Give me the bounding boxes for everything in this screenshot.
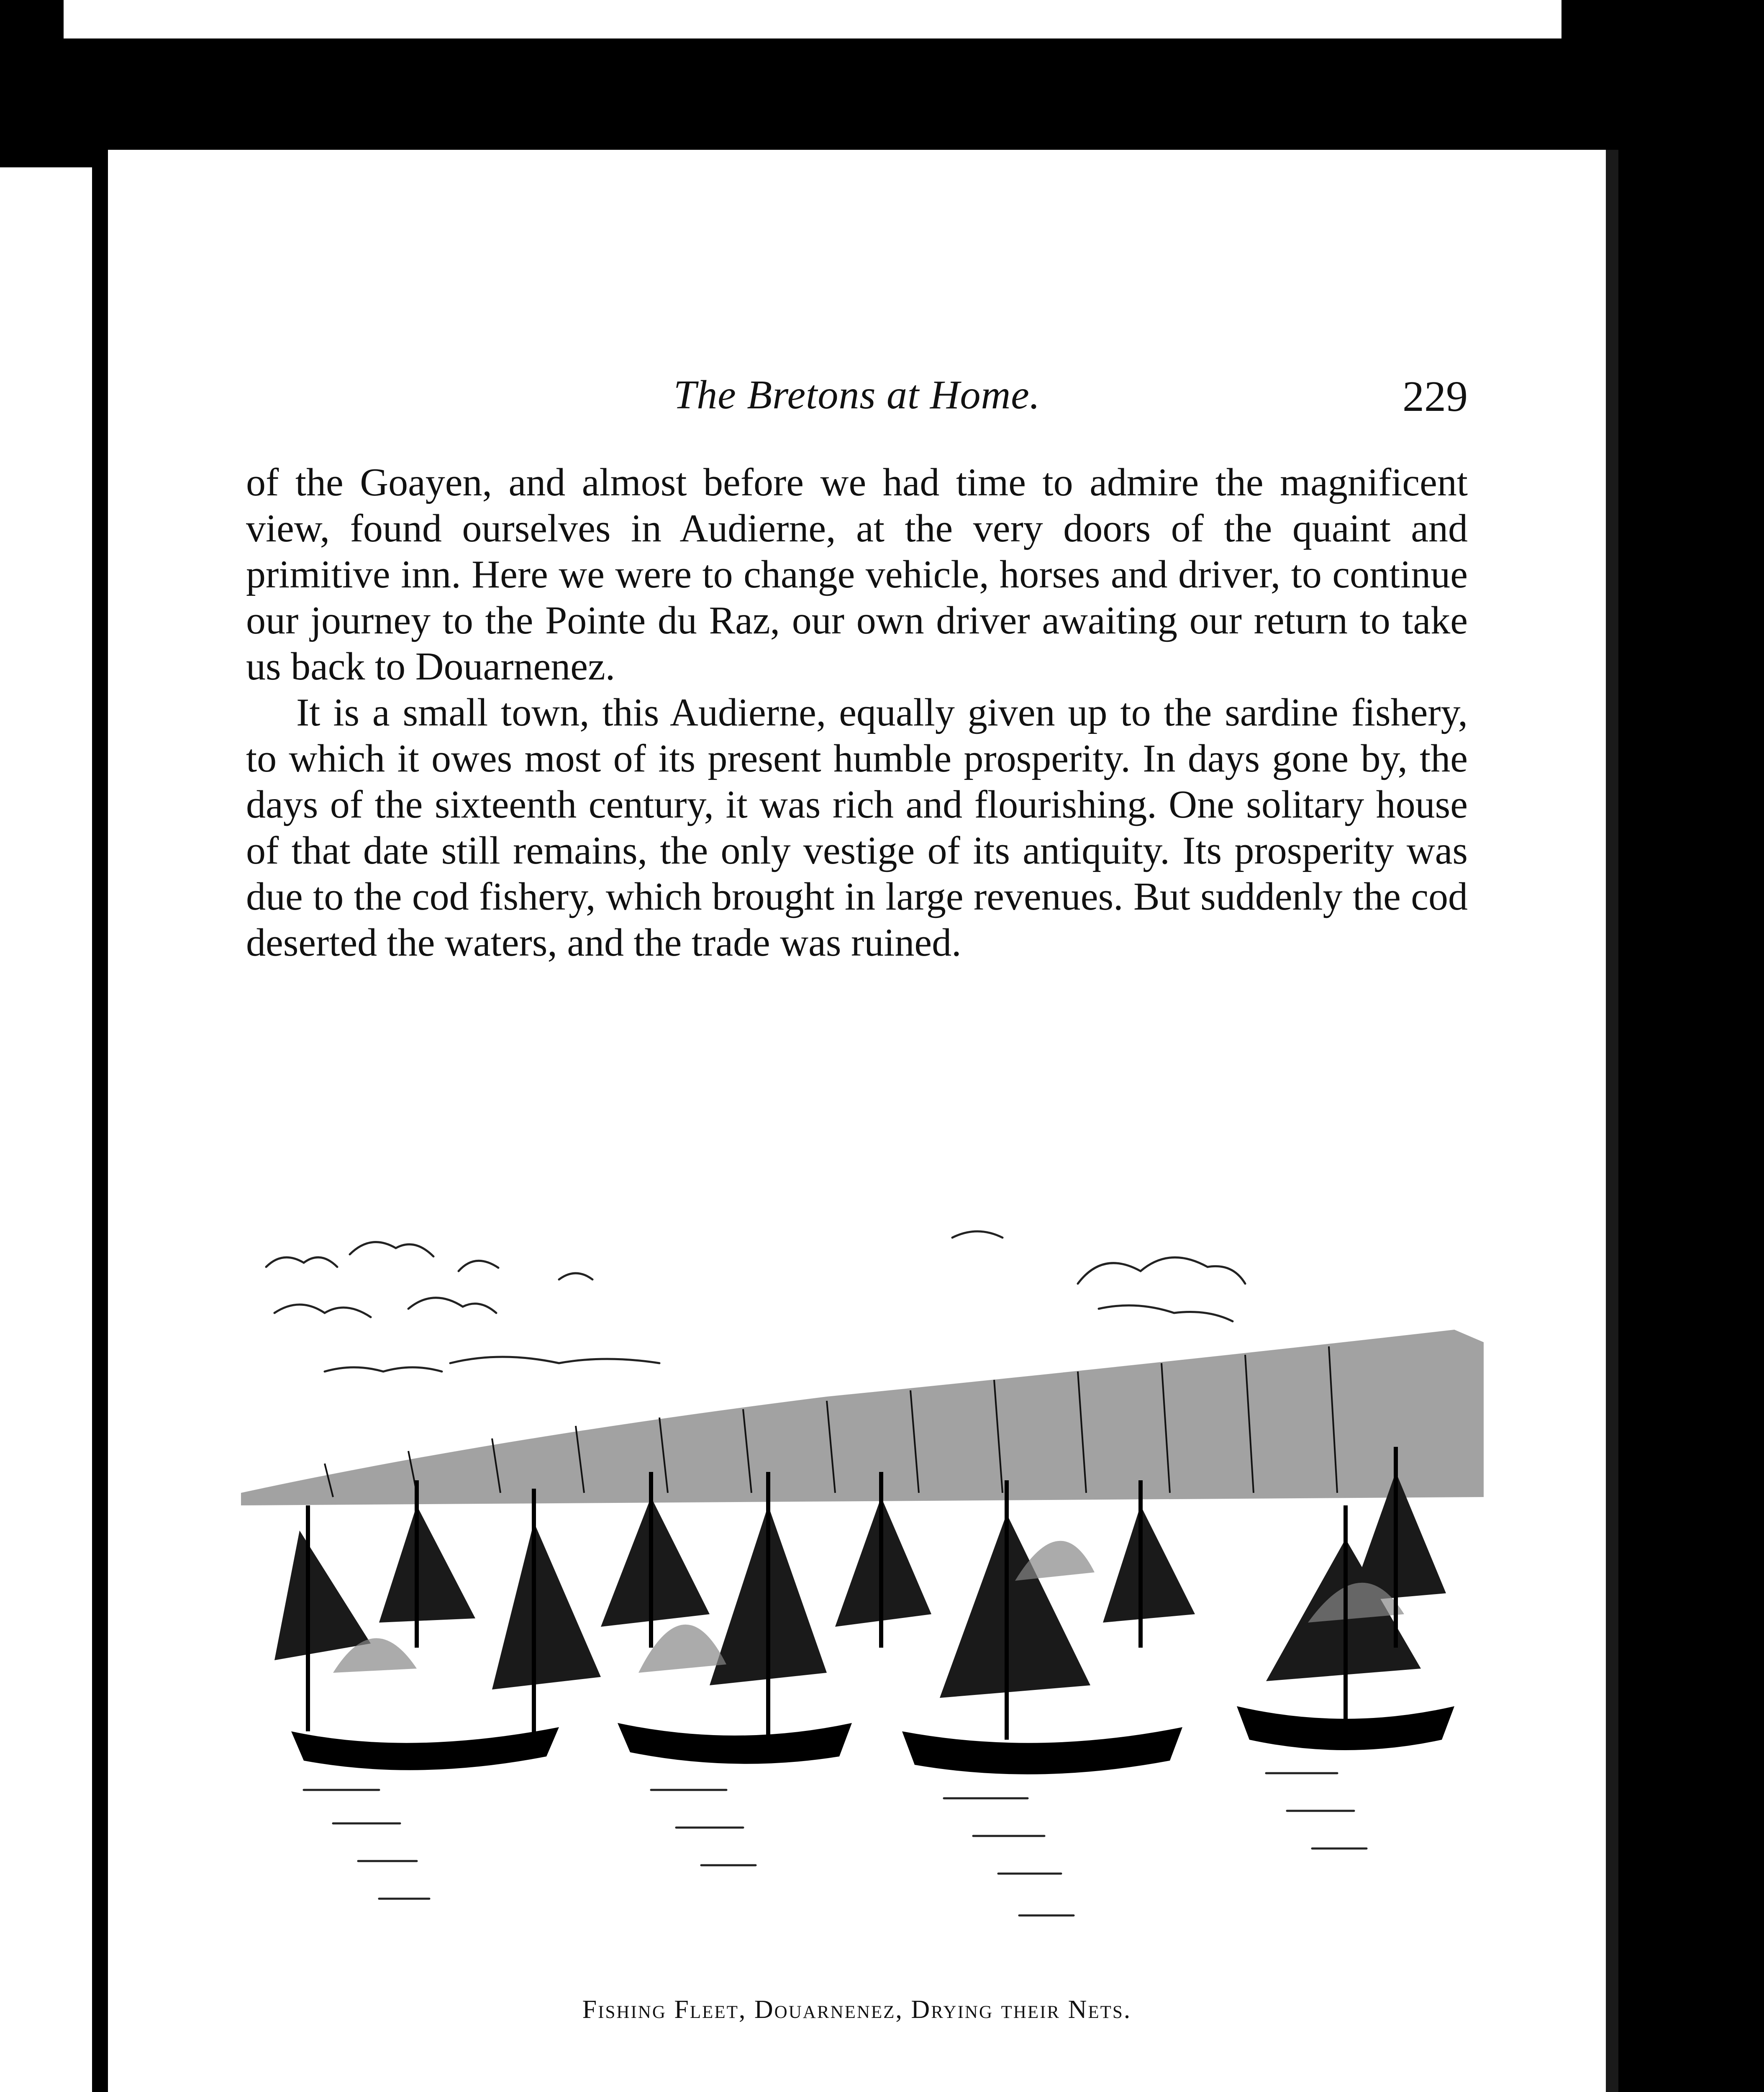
distant-hills [241,1330,1484,1505]
page-header [246,372,1468,426]
paragraph: It is a small town, this Audierne, equally given up to the sardine fishery, to which it owes most of its present humble prosperity. In days gone by, the days of the sixteenth century, it was rich and flourishing. One solitary house of that date still remains, the only vestige of its antiquity. Its prosperity was due to the cod fishery, which brought in large revenues. But suddenly the cod deserted the waters, and the trade was ruined. [246,691,1468,964]
running-head: The Bretons at Home. [673,372,1041,418]
clouds [266,1231,1245,1372]
fishing-fleet-engraving [241,1204,1484,1991]
book-page [108,150,1606,2092]
hulls [291,1706,1454,1774]
paragraph: of the Goayen, and almost before we had time to admire the magnificent view, found ourselves in Audierne, at the very doors of the quaint and primitive inn. Here we were to change vehicle, horses and driver, to continue our journey to the Pointe du Raz, our own driver awaiting our return to take us back to Douarnenez. [246,461,1468,688]
water-reflections [304,1773,1367,1915]
sails [274,1472,1446,1698]
previous-page-edge-top [64,0,1561,38]
page-edge-shadow [1606,150,1618,2092]
illustration-caption: Fishing Fleet, Douarnenez, Drying their Nets. [582,1995,1132,2024]
page-number: 229 [1402,372,1468,420]
previous-page-edge-left [0,167,92,2092]
body-text-top [246,459,1468,966]
illustration-fishing-fleet [241,1204,1484,1991]
